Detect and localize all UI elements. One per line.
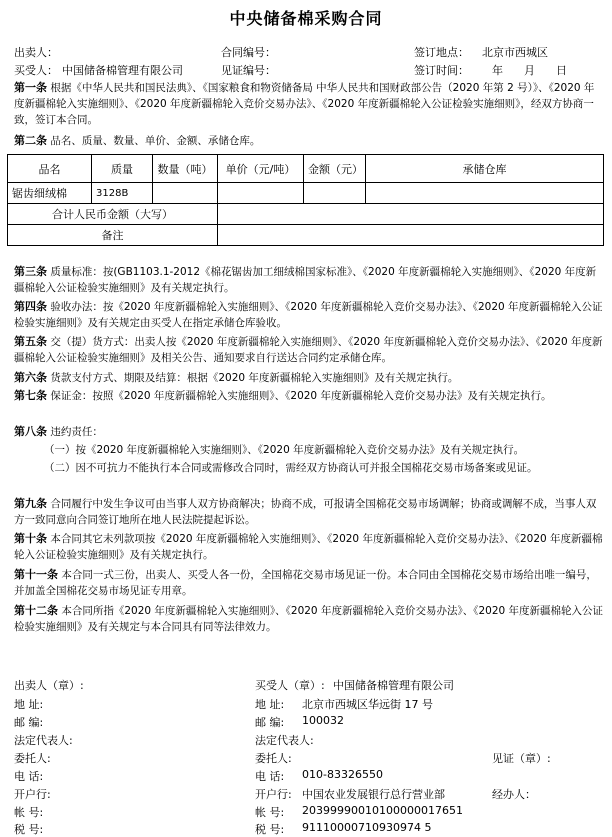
header-cell: 品名 [8, 155, 92, 183]
buyer-bank-label: 开户行: [255, 788, 292, 801]
buyer-address-label: 地 址: [255, 698, 285, 711]
sign-time-label: 签订时间： [414, 64, 469, 77]
contract-no-label: 合同编号： [221, 46, 276, 59]
table-cell: 3128B [92, 183, 153, 204]
article-1: 第一条 根据《中华人民共和国民法典》、《国家粮食和物资储备局 中华人民共和国财政部公告（2020 年第 2 号）》、《2020 年度新疆棉轮入实施细则》、《2020 年度新疆棉轮入竞价交易办法》、《2020 年度新疆棉轮入公证检验实施细则》，经双方协商一致，签订本合同。 [14, 81, 595, 126]
table-note-row [8, 225, 604, 246]
table-cell [218, 183, 304, 204]
buyer-seal-value: 中国储备棉管理有限公司 [333, 679, 454, 692]
total-value [218, 204, 604, 225]
sign-time-day: 日 [556, 64, 567, 77]
sign-time-month: 月 [524, 64, 535, 77]
note-value [218, 225, 604, 246]
article-6: 第六条 货款支付方式、期限及结算：根据《2020 年度新疆棉轮入实施细则》及有关规定执行。 [14, 371, 459, 384]
seller-label: 出卖人： [14, 46, 58, 59]
seller-bank-label: 开户行: [14, 788, 51, 801]
buyer-label: 买受人： [14, 64, 58, 77]
buyer-agent-label: 委托人: [255, 752, 292, 765]
article-11: 第十一条 本合同一式三份，出卖人、买受人各一份，全国棉花交易市场见证一份。本合同由全国棉花交易市场给出唯一编号，并加盖全国棉花交易市场见证专用章。 [14, 568, 597, 597]
article-2: 第二条 品名、质量、数量、单价、金额、承储仓库。 [14, 134, 261, 147]
buyer-value: 中国储备棉管理有限公司 [62, 64, 183, 77]
buyer-phone-label: 电 话: [255, 770, 285, 783]
buyer-legal-rep-label: 法定代表人: [255, 734, 314, 747]
article-5: 第五条 交（提）货方式：出卖人按《2020 年度新疆棉轮入实施细则》、《2020 年度新疆棉轮入竞价交易办法》、《2020 年度新疆棉轮入公证检验实施细则》及相关公告、通知要求自行送达合同约定承储仓库。 [14, 335, 603, 364]
sign-place-label: 签订地点： [414, 46, 469, 59]
table-row [8, 183, 604, 204]
buyer-account-value: 20399990010100000017651 [302, 804, 463, 817]
seller-legal-rep-label: 法定代表人: [14, 734, 73, 747]
article-7: 第七条 保证金：按照《2020 年度新疆棉轮入实施细则》、《2020 年度新疆棉轮入竞价交易办法》及有关规定执行。 [14, 389, 552, 402]
buyer-tax-label: 税 号: [255, 823, 285, 836]
goods-table [7, 154, 604, 246]
header-cell: 金额（元） [304, 155, 366, 183]
header-cell: 单价（元/吨） [218, 155, 304, 183]
buyer-tax-value: 91110000710930974 5 [302, 821, 432, 834]
article-12: 第十二条 本合同所指《2020 年度新疆棉轮入实施细则》、《2020 年度新疆棉轮入竞价交易办法》、《2020 年度新疆棉轮入公证检验实施细则》及有关规定与本合同具有同等法律效力。 [14, 604, 604, 633]
table-cell [304, 183, 366, 204]
article-8: 第八条 违约责任： [14, 425, 103, 438]
article-8-item-2: （二）因不可抗力不能执行本合同或需修改合同时，需经双方协商认可并报全国棉花交易市场备案或见证。 [44, 462, 538, 474]
seller-phone-label: 电 话: [14, 770, 44, 783]
table-header-row [8, 155, 604, 183]
header-cell: 质量 [92, 155, 153, 183]
buyer-postcode-label: 邮 编: [255, 716, 285, 729]
article-9: 第九条 合同履行中发生争议可由当事人双方协商解决；协商不成，可报请全国棉花交易市场调解；协商或调解不成，当事人双方一致同意向合同签订地所在地人民法院提起诉讼。 [14, 497, 597, 526]
header-cell: 承储仓库 [366, 155, 604, 183]
seller-postcode-label: 邮 编: [14, 716, 44, 729]
buyer-account-label: 帐 号: [255, 806, 285, 819]
witness-handler-label: 经办人： [492, 788, 536, 801]
article-4: 第四条 验收办法：按《2020 年度新疆棉轮入实施细则》、《2020 年度新疆棉轮入竞价交易办法》、《2020 年度新疆棉轮入公证检验实施细则》及有关规定由买受人在指定承储仓库验收。 [14, 300, 603, 329]
table-cell: 锯齿细绒棉 [8, 183, 92, 204]
buyer-address-value: 北京市西城区华远街 17 号 [302, 698, 433, 711]
seller-tax-label: 税 号: [14, 823, 44, 836]
buyer-postcode-value: 100032 [302, 714, 344, 727]
seller-account-label: 帐 号: [14, 806, 44, 819]
sign-place-value: 北京市西城区 [482, 46, 548, 59]
table-total-row [8, 204, 604, 225]
seller-address-label: 地 址: [14, 698, 44, 711]
total-label: 合计人民币金额（大写） [8, 204, 218, 225]
seller-seal-label: 出卖人（章）: [14, 679, 84, 692]
buyer-bank-value: 中国农业发展银行总行营业部 [302, 788, 445, 801]
article-8-item-1: （一）按《2020 年度新疆棉轮入实施细则》、《2020 年度新疆棉轮入竞价交易办法》及有关规定执行。 [44, 444, 525, 456]
buyer-seal-label: 买受人（章）: [255, 679, 325, 692]
note-label: 备注 [8, 225, 218, 246]
article-3: 第三条 质量标准：按(GB1103.1-2012《棉花锯齿加工细绒棉国家标准》、《2020 年度新疆棉轮入实施细则》、《2020 年度新疆棉轮入公证检验实施细则》及有关规定执行。 [14, 265, 597, 294]
header-cell: 数量（吨） [153, 155, 218, 183]
witness-seal-label: 见证（章）: [492, 752, 551, 765]
table-cell [366, 183, 604, 204]
contract-title: 中央储备棉采购合同 [229, 9, 383, 28]
article-10: 第十条 本合同其它未列款项按《2020 年度新疆棉轮入实施细则》、《2020 年度新疆棉轮入竞价交易办法》、《2020 年度新疆棉轮入公证检验实施细则》及有关规定执行。 [14, 532, 603, 561]
witness-no-label: 见证编号： [221, 64, 276, 77]
seller-agent-label: 委托人: [14, 752, 51, 765]
buyer-phone-value: 010-83326550 [302, 768, 383, 781]
table-cell [153, 183, 218, 204]
sign-time-year: 年 [492, 64, 503, 77]
